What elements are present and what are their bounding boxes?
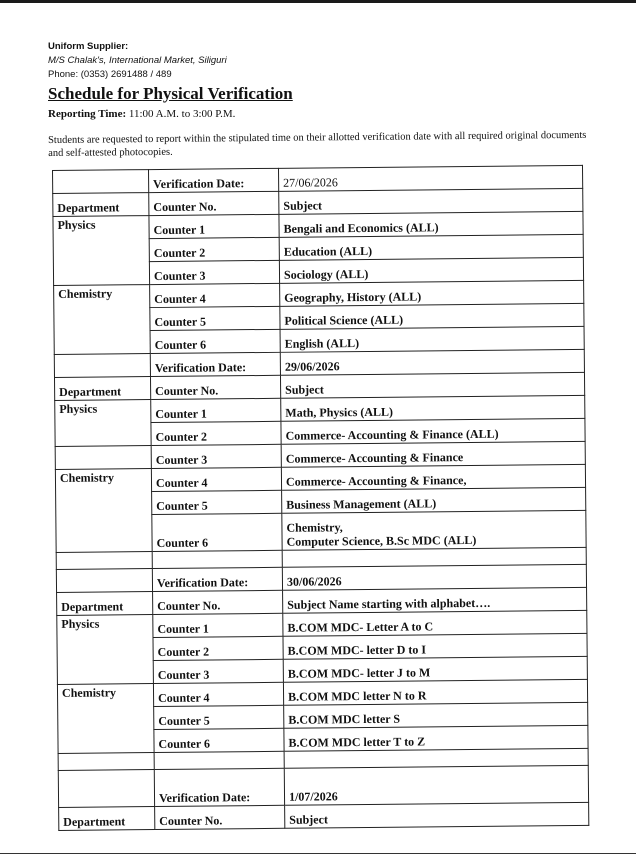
subject-cell: Business Management (ALL) <box>282 487 586 513</box>
counter-cell: Counter 1 <box>151 398 281 422</box>
department-chemistry: Chemistry <box>55 469 152 553</box>
subject-cell: B.COM MDC- letter J to M <box>283 656 587 682</box>
supplier-name: M/S Chalak's, International Market, Siliguri <box>48 55 227 66</box>
supplier-phone: Phone: (0353) 2691488 / 489 <box>48 69 172 80</box>
subject-cell: Commerce- Accounting & Finance <box>281 441 585 467</box>
reporting-time-label: Reporting Time: <box>48 108 127 120</box>
page-title: Schedule for Physical Verification <box>48 84 293 103</box>
counter-cell: Counter 6 <box>154 728 284 752</box>
subject-cell: Math, Physics (ALL) <box>281 395 585 421</box>
counter-cell: Counter 5 <box>150 306 280 330</box>
header-row <box>59 802 589 830</box>
subject-header: Subject <box>280 372 584 398</box>
subject-cell: B.COM MDC letter T to Z <box>284 725 588 751</box>
date-row <box>58 765 588 807</box>
counter-cell: Counter 2 <box>153 636 283 660</box>
counter-cell: Counter 5 <box>152 490 282 514</box>
reporting-time <box>48 108 235 120</box>
counter-header: Counter No. <box>155 805 285 829</box>
subject-header: Subject <box>279 188 583 214</box>
department-header: Department <box>54 377 150 401</box>
counter-cell: Counter 1 <box>153 613 283 637</box>
subject-line: Computer Science, B.Sc MDC (ALL) <box>286 532 477 549</box>
instruction-note: Students are requested to report within the stipulated time on their allotted verification date with all required original documents and self-attested photocopies. <box>48 129 587 159</box>
schedule-table-wrapper <box>52 165 589 831</box>
department-chemistry: Chemistry <box>54 285 151 355</box>
subject-cell: Bengali and Economics (ALL) <box>279 211 583 237</box>
department-physics: Physics <box>53 216 150 286</box>
subject-cell: B.COM MDC letter S <box>284 702 588 728</box>
schedule-table <box>52 165 589 831</box>
verification-date-label: Verification Date: <box>149 168 279 192</box>
department-chemistry: Chemistry <box>57 684 154 754</box>
verification-date-value: 1/07/2026 <box>284 765 588 805</box>
subject-cell: English (ALL) <box>280 326 584 352</box>
subject-header: Subject <box>285 802 589 828</box>
subject-cell: Political Science (ALL) <box>280 303 584 329</box>
counter-cell: Counter 3 <box>151 444 281 468</box>
department-physics: Physics <box>55 400 151 447</box>
counter-cell: Counter 3 <box>153 659 283 683</box>
department-physics: Physics <box>57 615 154 685</box>
counter-cell: Counter 4 <box>151 467 281 491</box>
counter-cell: Counter 6 <box>150 329 280 353</box>
verification-date-label: Verification Date: <box>150 352 280 376</box>
verification-date-value: 29/06/2026 <box>280 349 584 375</box>
subject-cell: B.COM MDC letter N to R <box>283 679 587 705</box>
subject-cell: B.COM MDC- letter D to I <box>283 633 587 659</box>
counter-cell: Counter 2 <box>149 237 279 261</box>
department-header: Department <box>57 592 153 616</box>
counter-cell: Counter 1 <box>149 214 279 238</box>
counter-cell: Counter 4 <box>153 682 283 706</box>
department-header: Department <box>53 193 149 217</box>
counter-cell: Counter 3 <box>149 260 279 284</box>
counter-header: Counter No. <box>153 590 283 614</box>
supplier-heading: Uniform Supplier: <box>48 41 129 52</box>
subject-header: Subject Name starting with alphabet…. <box>283 587 587 613</box>
counter-header: Counter No. <box>150 375 280 399</box>
bottom-border <box>0 853 636 854</box>
counter-header: Counter No. <box>149 191 279 215</box>
counter-cell: Counter 2 <box>151 421 281 445</box>
subject-cell: Commerce- Accounting & Finance (ALL) <box>281 418 585 444</box>
verification-date-label: Verification Date: <box>154 768 284 806</box>
subject-cell: Commerce- Accounting & Finance, <box>281 464 585 490</box>
subject-cell <box>282 510 586 550</box>
supplier-block <box>48 40 227 82</box>
subject-line: Chemistry, <box>286 520 343 535</box>
subject-cell: Sociology (ALL) <box>279 257 583 283</box>
subject-cell: Geography, History (ALL) <box>280 280 584 306</box>
subject-cell: Education (ALL) <box>279 234 583 260</box>
subject-cell: B.COM MDC- Letter A to C <box>283 610 587 636</box>
counter-cell: Counter 4 <box>150 283 280 307</box>
verification-date-value: 30/06/2026 <box>282 564 586 590</box>
verification-date-label: Verification Date: <box>152 567 282 591</box>
counter-cell: Counter 5 <box>154 705 284 729</box>
top-border <box>0 0 636 3</box>
department-header: Department <box>59 807 155 831</box>
verification-date-value: 27/06/2026 <box>278 165 582 191</box>
counter-cell: Counter 6 <box>152 513 282 551</box>
reporting-time-value: 11:00 A.M. to 3:00 P.M. <box>128 108 236 120</box>
